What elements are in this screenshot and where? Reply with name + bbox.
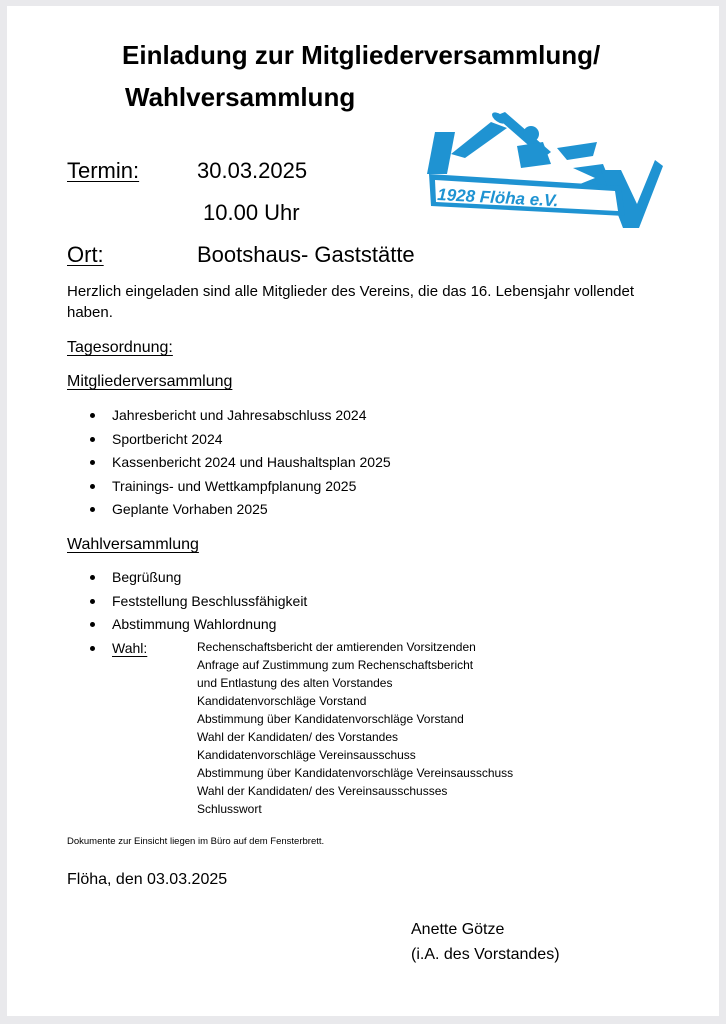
list-item: Wahl der Kandidaten/ des Vereinsausschusses xyxy=(197,784,448,798)
list-item: Abstimmung über Kandidatenvorschläge Vereinsausschuss xyxy=(197,766,514,780)
ort-label: Ort: xyxy=(67,242,104,267)
wahl-sublist xyxy=(197,638,513,818)
title-line-2: Wahlversammlung xyxy=(125,82,356,112)
list-item: Rechenschaftsbericht der amtierenden Vorsitzenden xyxy=(197,640,476,654)
list-item: Feststellung Beschlussfähigkeit xyxy=(112,590,307,614)
bullet-icon xyxy=(90,437,95,442)
agenda-heading: Tagesordnung: xyxy=(67,339,173,356)
bullet-icon xyxy=(90,622,95,627)
mitglieder-heading: Mitgliederversammlung xyxy=(67,373,233,390)
list-item: Geplante Vorhaben 2025 xyxy=(112,498,391,522)
termin-date: 30.03.2025 xyxy=(197,158,308,183)
list-item: Schlusswort xyxy=(197,802,262,816)
kayak-club-logo-icon xyxy=(425,112,665,232)
signature-name: Anette Götze xyxy=(411,921,505,938)
intro-line-1: Herzlich eingeladen sind alle Mitglieder des Vereins, die das 16. Lebensjahr vollendet xyxy=(67,283,635,300)
bullet-icon xyxy=(90,460,95,465)
list-item: Kandidatenvorschläge Vereinsausschuss xyxy=(197,748,416,762)
list-item: Wahl der Kandidaten/ des Vorstandes xyxy=(197,730,399,744)
termin-label: Termin: xyxy=(67,158,140,183)
list-item: Abstimmung über Kandidatenvorschläge Vorstand xyxy=(197,712,464,726)
bullet-icon xyxy=(90,599,95,604)
intro-line-2: haben. xyxy=(67,304,113,321)
bullet-icon xyxy=(90,413,95,418)
place-date: Flöha, den 03.03.2025 xyxy=(67,871,228,888)
list-item: und Entlastung des alten Vorstandes xyxy=(197,676,393,690)
documents-note: Dokumente zur Einsicht liegen im Büro auf dem Fensterbrett. xyxy=(67,836,325,847)
signature-role: (i.A. des Vorstandes) xyxy=(411,946,560,963)
ort-value: Bootshaus- Gaststätte xyxy=(197,242,415,267)
list-item: Kassenbericht 2024 und Haushaltsplan 2025 xyxy=(112,451,391,475)
list-item: Trainings- und Wettkampfplanung 2025 xyxy=(112,475,391,499)
title-line-1: Einladung zur Mitgliederversammlung/ xyxy=(122,40,601,70)
wahl-label: Wahl: xyxy=(112,639,148,656)
bullet-icon xyxy=(90,575,95,580)
mitglieder-list xyxy=(112,404,391,522)
bullet-icon xyxy=(90,646,95,651)
list-item: Kandidatenvorschläge Vorstand xyxy=(197,694,367,708)
list-item: Jahresbericht und Jahresabschluss 2024 xyxy=(112,404,391,428)
logo-text: 1928 Flöha e.V. xyxy=(436,185,559,211)
bullet-icon xyxy=(90,507,95,512)
list-item: Sportbericht 2024 xyxy=(112,428,391,452)
bullet-icon xyxy=(90,484,95,489)
wahlversammlung-heading: Wahlversammlung xyxy=(67,536,199,553)
termin-time: 10.00 Uhr xyxy=(203,200,300,225)
list-item: Abstimmung Wahlordnung xyxy=(112,613,307,637)
list-item: Begrüßung xyxy=(112,566,307,590)
list-item: Anfrage auf Zustimmung zum Rechenschaftsbericht xyxy=(197,658,474,672)
